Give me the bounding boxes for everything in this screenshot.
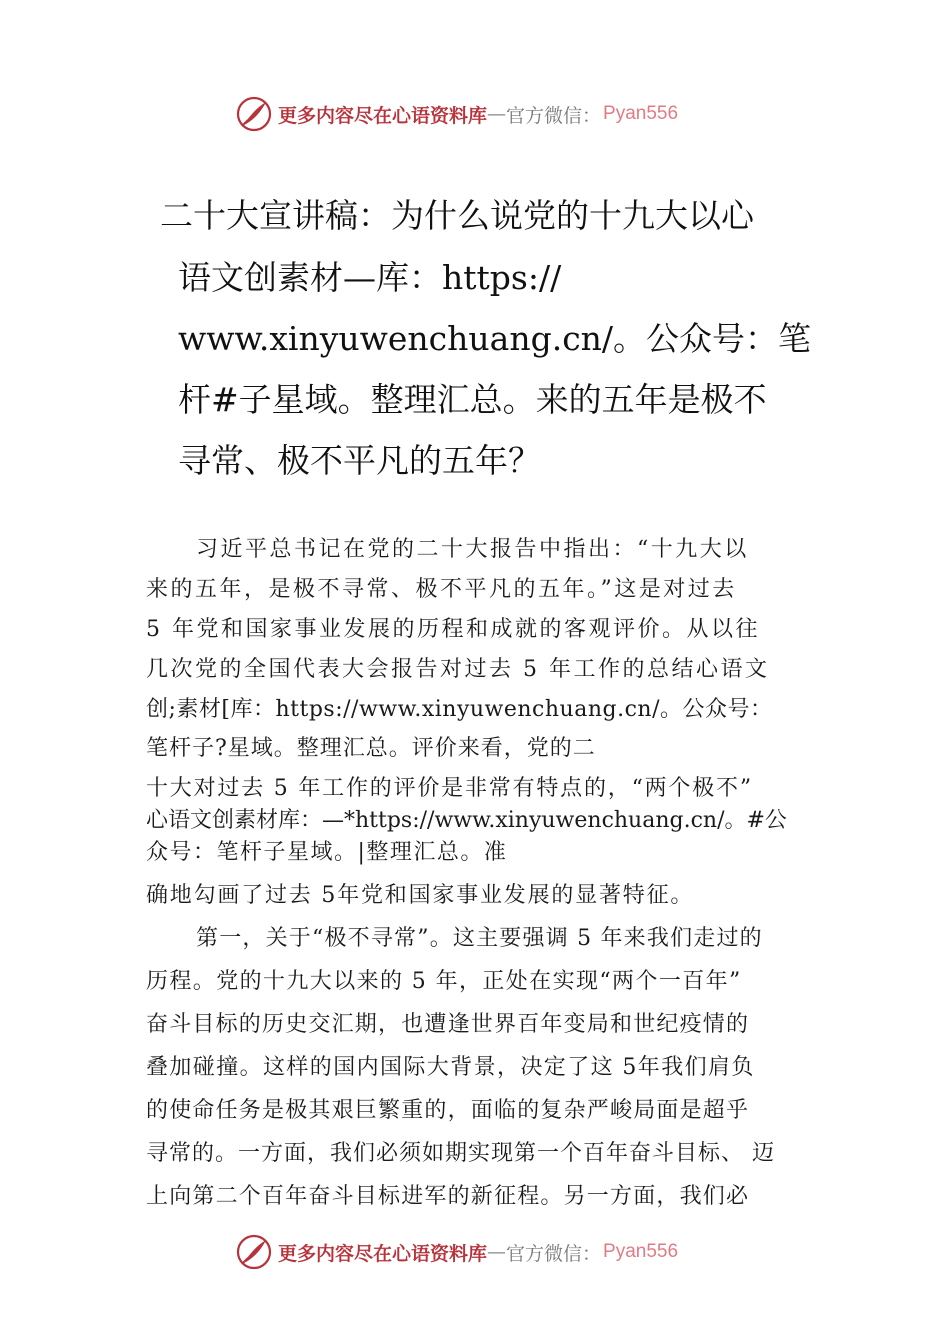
footer-text: 更多内容尽在心语资料库 (278, 1242, 488, 1265)
header-banner (236, 94, 756, 134)
body-line: 奋斗目标的历史交汇期，也遭逢世界百年变局和世纪疫情的 (146, 1012, 750, 1037)
body-line: 的使命任务是极其艰巨繁重的，面临的复杂严峻局面是超乎 (146, 1098, 750, 1123)
title-line-4: 杆#子星域。整理汇总。来的五年是极不 (178, 380, 767, 419)
body-line: 第一，关于“极不寻常”。这主要强调 5 年来我们走过的 (196, 926, 763, 951)
body-line: 上向第二个百年奋斗目标进军的新征程。另一方面，我们必 (146, 1184, 750, 1209)
header-text: 更多内容尽在心语资料库 (278, 104, 488, 127)
body-line: 寻常的。一方面，我们必须如期实现第一个百年奋斗目标、 迈 (146, 1141, 775, 1166)
body-line: 来的五年，是极不寻常、极不平凡的五年。”这是对过去 (146, 577, 737, 602)
header-wechat-label: 官方微信： (506, 104, 602, 127)
body-line: 习近平总书记在党的二十大报告中指出：“十九大以 (196, 537, 749, 562)
title-line-2: 语文创素材—库：https:// (178, 258, 562, 297)
body-line: 心语文创素材库：—*https://www.xinyuwenchuang.cn/。#公 (146, 808, 787, 833)
title-line-3: www.xinyuwenchuang.cn/。公众号：笔 (178, 319, 812, 358)
body-line: 几次党的全国代表大会报告对过去 5 年工作的总结心语文 (146, 657, 770, 682)
body-line: 历程。党的十九大以来的 5 年，正处在实现“两个一百年” (146, 969, 742, 994)
footer-wechat-label: 官方微信： (506, 1242, 602, 1265)
title-line-5: 寻常、极不平凡的五年？ (178, 441, 541, 480)
body-line: 十大对过去 5 年工作的评价是非常有特点的，“两个极不” (146, 776, 753, 801)
body-line: 5 年党和国家事业发展的历程和成就的客观评价。从以往 (146, 617, 760, 642)
header-dash: — (487, 103, 507, 125)
quill-logo-icon (236, 1234, 272, 1270)
body-line: 确地勾画了过去 5年党和国家事业发展的显著特征。 (146, 883, 695, 908)
footer-banner (236, 1232, 756, 1272)
body-line: 创;素材[库：https://www.xinyuwenchuang.cn/。公众号： (146, 697, 773, 722)
header-wechat-id: Pyan556 (603, 103, 679, 124)
quill-logo-icon (236, 96, 272, 132)
body-line: 叠加碰撞。这样的国内国际大背景，决定了这 5年我们肩负 (146, 1055, 755, 1080)
body-line: 笔杆子?星域。整理汇总。评价来看，党的二 (146, 736, 596, 761)
footer-dash: — (487, 1241, 507, 1263)
footer-wechat-id: Pyan556 (603, 1241, 679, 1262)
title-line-1: 二十大宣讲稿：为什么说党的十九大以心 (160, 196, 754, 235)
body-line: 众号：笔杆子星域。|整理汇总。准 (146, 840, 508, 865)
